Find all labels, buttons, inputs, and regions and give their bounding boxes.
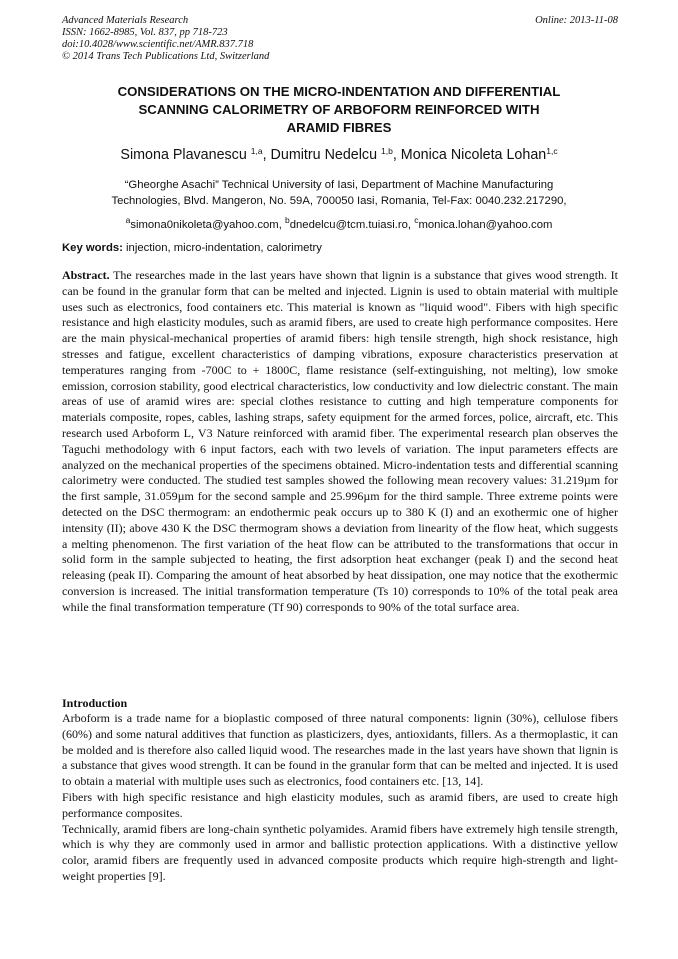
- email-mark: c: [414, 215, 419, 225]
- title-line: CONSIDERATIONS ON THE MICRO-INDENTATION AND DIFFERENTIAL: [117, 84, 561, 99]
- author-list: [40, 146, 638, 164]
- email-address[interactable]: simona0nikoleta@yahoo.com,: [130, 219, 285, 231]
- section-heading-introduction: Introduction: [62, 696, 128, 710]
- journal-doi: doi:10.4028/www.scientific.net/AMR.837.718: [62, 39, 254, 50]
- title-line: SCANNING CALORIMETRY OF ARBOFORM REINFORCED WITH: [138, 102, 540, 117]
- keywords: [62, 240, 618, 256]
- author-name: Dumitru Nedelcu: [270, 147, 381, 163]
- author-affiliation-mark: 1,c: [546, 146, 558, 156]
- author-affiliation-mark: 1,a: [250, 146, 263, 156]
- author-affiliation-mark: 1,b: [381, 146, 393, 156]
- author-emails: [40, 217, 638, 233]
- email-mark: b: [284, 215, 290, 225]
- author-separator: ,: [392, 147, 401, 163]
- affiliation-line: Technologies, Blvd. Mangeron, No. 59A, 700050 Iasi, Romania, Tel-Fax: 0040.232.217290,: [111, 195, 567, 207]
- intro-paragraph: Arboform is a trade name for a bioplastic composed of three natural components: lignin (30%), cellulose fibers (60%) and some natural additives that function as plasticizers, dyes, antioxidants, fillers. As a thermoplastic, it can be molded and is therefore also called liquid wood. The researches made in the last years have shown that lignin is a substance that gives wood strength. It can be found in the granular form that can be melted and injected. It is used to obtain a material with multiple uses such as electronics, food containers etc. [13, 14].: [62, 711, 618, 789]
- email-address[interactable]: dnedelcu@tcm.tuiasi.ro,: [289, 219, 415, 231]
- keywords-label: Key words:: [62, 242, 123, 254]
- author-name: Simona Plavanescu: [120, 147, 251, 163]
- author-name: Monica Nicoleta Lohan: [400, 147, 547, 163]
- journal-copyright: © 2014 Trans Tech Publications Ltd, Switzerland: [62, 51, 270, 62]
- online-date: Online: 2013-11-08: [535, 15, 618, 26]
- introduction-section: [62, 711, 618, 885]
- journal-header: [62, 15, 618, 63]
- email-address[interactable]: monica.lohan@yahoo.com: [418, 219, 553, 231]
- abstract-text: The researches made in the last years have shown that lignin is a substance that gives wood strength. It can be found in the granular form that can be melted and injected. Lignin is used to obtain material with multiple uses such as electronics, food containers etc. This material is known as "liquid wood". Fibers with high specific resistance and high elasticity modules, such as aramid fibers, are used to create high performance composites. Here are the main physical-mechanical properties of aramid fibers: high tensile strength, high shock resistance, high stresses and fatigue, excellent characteristics of damping vibrations, exposure characteristics preservation at temperatures ranging from -700C to + 1800C, flame resistance (self-extinguishing, not melting), low smoke emission, corrosion stability, good electrical characteristics, low conductivity and low dielectric constant. The main areas of use of aramid wires are: special clothes resistance to cutting and high temperature components for materials composite, ropes, cables, lashing straps, safety equipment for the armed forces, police, aircraft, etc. This research used Arboform L, V3 Nature reinforced with aramid fiber. The experimental research plan observes the Taguchi methodology with 6 input factors, each with two levels of variation. The input parameters effects are analyzed on the mechanical properties of the specimens obtained. Micro-indentation tests and differential scanning calorimetry were conducted. The studied test samples showed the following mean recovery values: 31.219µm for the first sample, 31.059µm for the second sample and 25.996µm for the third sample. Three extreme points were detected on the DSC thermogram: an endothermic peak occurs up to 380 K (I) and an exothermic one of higher intensity (II); above 430 K the DSC thermogram shows a deviation from linearity of the flow heat, which suggests a melting phenomenon. The first variation of the heat flow can be attributed to the transformations that occur in solid form in the sample subjected to heating, the first adsorption heat exchanger (peak I) and the second heat releasing (peak II). Comparing the amount of heat absorbed by heat dissipation, one may notice that the exothermic conversion is increased. The initial transformation temperature (Ts 10) corresponds to 10% of the total peak area while the final transformation temperature (Tf 90) corresponds to 90% of the total surface area.: [62, 268, 618, 614]
- keywords-text: injection, micro-indentation, calorimetry: [122, 242, 322, 254]
- abstract-label: Abstract.: [62, 268, 110, 282]
- author-separator: ,: [262, 147, 271, 163]
- journal-issn: ISSN: 1662-8985, Vol. 837, pp 718-723: [62, 27, 228, 38]
- intro-paragraph: Fibers with high specific resistance and high elasticity modules, such as aramid fibers, are used to create high performance composites.: [62, 789, 618, 820]
- journal-name: Advanced Materials Research: [62, 15, 189, 26]
- paper-title: [48, 83, 630, 137]
- affiliation-line: “Gheorghe Asachi” Technical University of Iasi, Department of Machine Manufacturing: [124, 179, 554, 191]
- title-line: ARAMID FIBRES: [286, 120, 392, 135]
- intro-paragraph: Technically, aramid fibers are long-chain synthetic polyamides. Aramid fibers have extremely high tensile strength, which is why they are commonly used in armor and ballistic protection applications. With a distinctive yellow color, aramid fibers are frequently used in advanced composite products which require high-strength and light-weight properties [9].: [62, 821, 618, 883]
- abstract: [62, 268, 618, 616]
- affiliation: [40, 177, 638, 209]
- email-mark: a: [125, 215, 131, 225]
